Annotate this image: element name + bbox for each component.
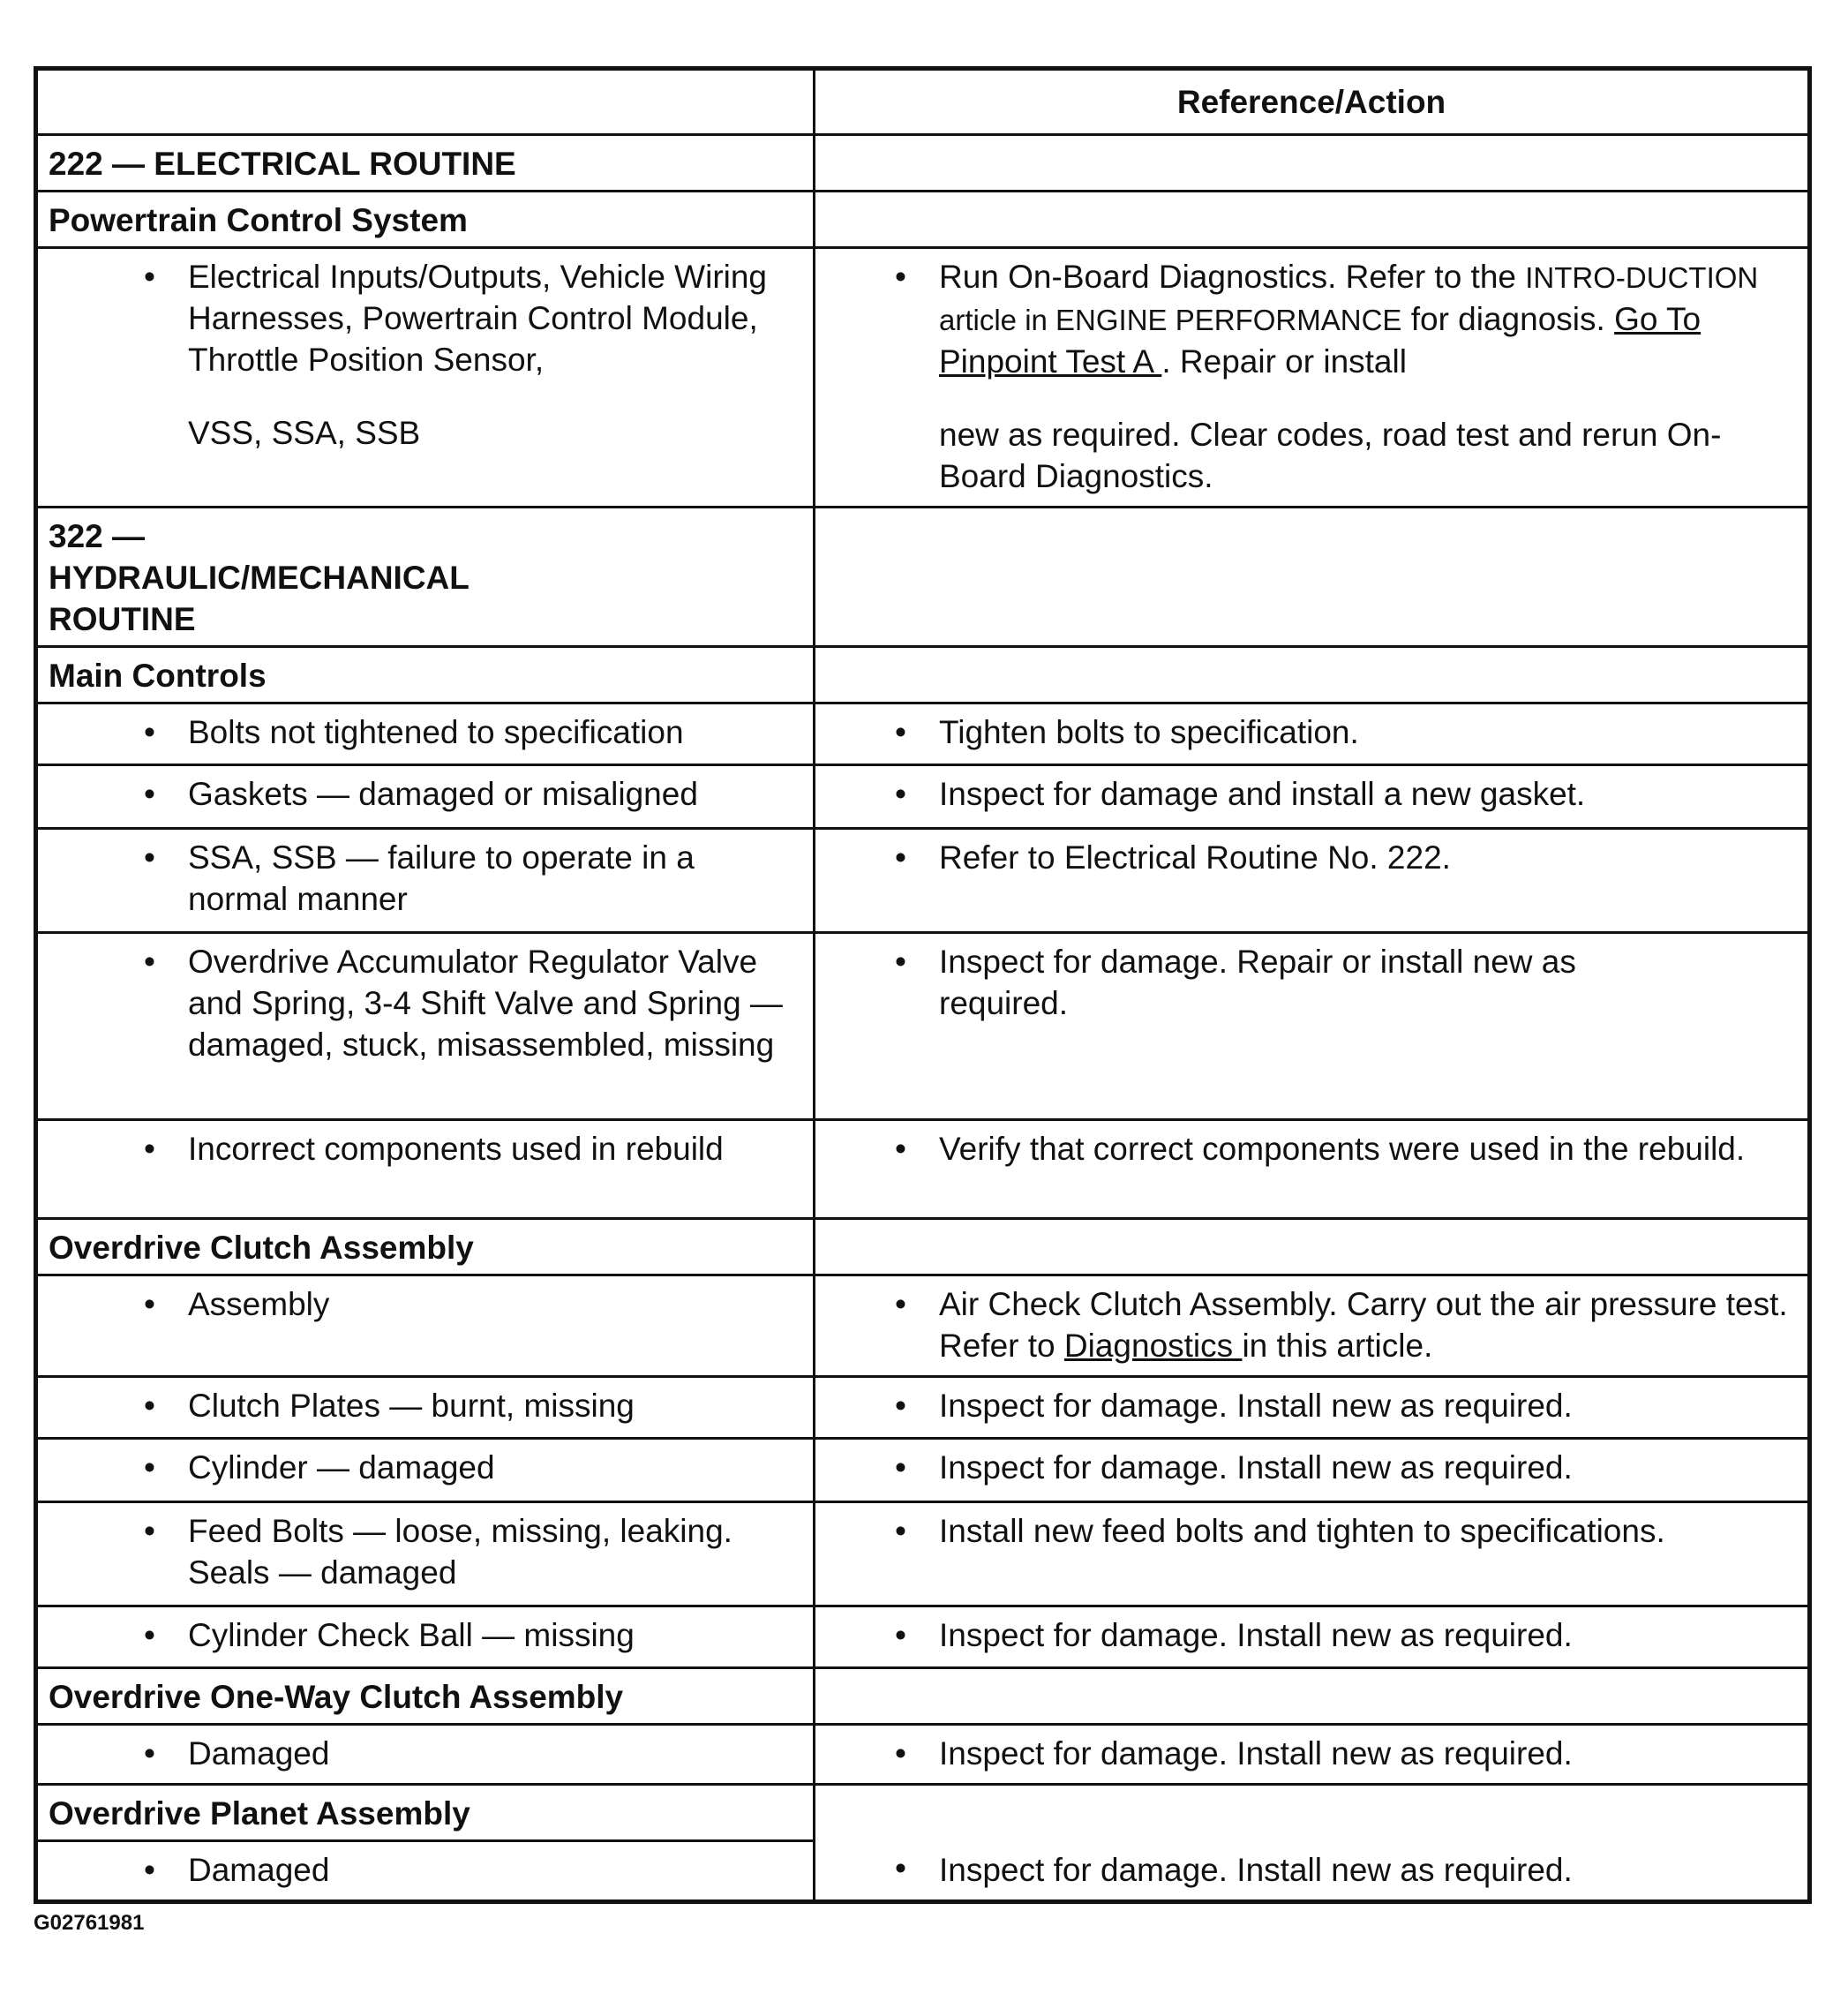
cause-text: SSA, SSB — failure to operate in a normal manner bbox=[188, 839, 695, 917]
cause-text bbox=[188, 256, 804, 454]
action-text: Refer to Electrical Routine No. 222. bbox=[939, 839, 1451, 876]
table-row bbox=[36, 703, 1810, 765]
action-cell bbox=[815, 1725, 1810, 1785]
cause-text: Incorrect components used in rebuild bbox=[188, 1131, 724, 1167]
bullet: • bbox=[895, 839, 906, 876]
action-part: in this article. bbox=[1242, 1328, 1433, 1364]
section-title: Overdrive One-Way Clutch Assembly bbox=[36, 1668, 815, 1725]
table-row bbox=[36, 1120, 1810, 1219]
pinpoint-test-link[interactable]: Go To Pinpoint Test A bbox=[939, 301, 1702, 380]
bullet: • bbox=[144, 1735, 155, 1772]
section-row bbox=[36, 1219, 1810, 1275]
action-text: Install new feed bolts and tighten to specifications. bbox=[939, 1513, 1665, 1549]
empty-cell bbox=[815, 508, 1810, 647]
action-text: Inspect for damage. Install new as required. bbox=[939, 1852, 1573, 1888]
table-row bbox=[36, 1275, 1810, 1377]
cause-text: Cylinder — damaged bbox=[188, 1449, 495, 1486]
section-title: Main Controls bbox=[36, 647, 815, 703]
action-cell bbox=[815, 1439, 1810, 1502]
bullet: • bbox=[144, 1852, 155, 1888]
cause-text: Cylinder Check Ball — missing bbox=[188, 1617, 635, 1653]
bullet: • bbox=[895, 1513, 906, 1549]
action-text bbox=[939, 1283, 1799, 1366]
action-part: new as required. Clear codes, road test and rerun On-Board Diagnostics. bbox=[939, 417, 1722, 494]
cause-cell bbox=[36, 1439, 815, 1502]
cause-cell bbox=[36, 1502, 815, 1606]
bullet: • bbox=[895, 1449, 906, 1486]
action-part: Run On-Board Diagnostics. Refer to the bbox=[939, 259, 1526, 295]
routine-title-row bbox=[36, 135, 1810, 192]
table-row bbox=[36, 1725, 1810, 1785]
action-part: . Repair or install bbox=[1161, 343, 1407, 380]
action-cell bbox=[815, 1606, 1810, 1668]
action-cell bbox=[815, 1502, 1810, 1606]
cause-line1: Electrical Inputs/Outputs, Vehicle Wiring Harnesses, Powertrain Control Module, Throttle Position Sensor, bbox=[188, 259, 768, 378]
bullet: • bbox=[895, 1617, 906, 1653]
bullet: • bbox=[895, 1286, 906, 1322]
cause-cell bbox=[36, 1725, 815, 1785]
table-header-row bbox=[36, 69, 1810, 135]
diagnostics-link[interactable]: Diagnostics bbox=[1063, 1328, 1243, 1364]
cause-text: Overdrive Accumulator Regulator Valve and Spring, 3-4 Shift Valve and Spring — damaged, stuck, misassembled, missing bbox=[188, 944, 783, 1063]
header-reference-action: Reference/Action bbox=[815, 69, 1810, 135]
action-cell bbox=[815, 933, 1810, 1120]
bullet: • bbox=[144, 839, 155, 876]
section-row bbox=[36, 647, 1810, 703]
cause-cell bbox=[36, 1120, 815, 1219]
bullet: • bbox=[144, 776, 155, 812]
cause-text: Damaged bbox=[188, 1735, 330, 1772]
bullet: • bbox=[144, 1617, 155, 1653]
action-part: for diagnosis. bbox=[1401, 301, 1615, 337]
empty-cell bbox=[815, 1219, 1810, 1275]
empty-cell bbox=[815, 1668, 1810, 1725]
bullet: • bbox=[144, 714, 155, 750]
cause-text: Damaged bbox=[188, 1852, 330, 1888]
action-cell bbox=[815, 1377, 1810, 1439]
empty-cell bbox=[815, 192, 1810, 248]
empty-cell bbox=[815, 647, 1810, 703]
cause-text: Feed Bolts — loose, missing, leaking. Seals — damaged bbox=[188, 1513, 732, 1591]
table-row bbox=[36, 1606, 1810, 1668]
cause-text: Bolts not tightened to specification bbox=[188, 714, 684, 750]
table-row bbox=[36, 1377, 1810, 1439]
routine-title: 222 — ELECTRICAL ROUTINE bbox=[36, 135, 815, 192]
table-row bbox=[36, 933, 1810, 1120]
action-cell bbox=[815, 829, 1810, 933]
action-part: Air Check Clutch Assembly. Carry out the air pressure test. Refer to bbox=[939, 1286, 1788, 1364]
bullet: • bbox=[144, 1388, 155, 1424]
bullet: • bbox=[144, 1449, 155, 1486]
action-text bbox=[939, 256, 1799, 497]
bullet: • bbox=[895, 1735, 906, 1772]
section-row bbox=[36, 1785, 1810, 1841]
diagnosis-table bbox=[34, 66, 1812, 1904]
cause-cell bbox=[36, 703, 815, 765]
bullet: • bbox=[895, 1131, 906, 1167]
table-row bbox=[36, 1439, 1810, 1502]
table-row bbox=[36, 765, 1810, 829]
routine-title: 322 — HYDRAULIC/MECHANICAL ROUTINE bbox=[36, 508, 815, 647]
bullet: • bbox=[895, 714, 906, 750]
cause-cell bbox=[36, 1275, 815, 1377]
action-cell bbox=[815, 1785, 1810, 1902]
cause-line2: VSS, SSA, SSB bbox=[188, 415, 421, 451]
bullet: • bbox=[144, 259, 155, 295]
section-row bbox=[36, 192, 1810, 248]
action-cell bbox=[815, 248, 1810, 508]
cause-text: Clutch Plates — burnt, missing bbox=[188, 1388, 635, 1424]
action-part-small: INTRO-DUCTION article in ENGINE PERFORMANCE bbox=[939, 261, 1759, 336]
cause-text: Gaskets — damaged or misaligned bbox=[188, 776, 698, 812]
action-cell bbox=[815, 703, 1810, 765]
figure-id: G02761981 bbox=[34, 1911, 145, 1935]
cause-cell bbox=[36, 765, 815, 829]
section-title: Powertrain Control System bbox=[36, 192, 815, 248]
cause-text: Assembly bbox=[188, 1286, 330, 1322]
bullet: • bbox=[144, 1513, 155, 1549]
bullet: • bbox=[895, 944, 906, 980]
cause-cell bbox=[36, 1606, 815, 1668]
action-text: Inspect for damage. Install new as required. bbox=[939, 1735, 1573, 1772]
table-row bbox=[36, 829, 1810, 933]
action-text: Tighten bolts to specification. bbox=[939, 714, 1359, 750]
cause-cell bbox=[36, 1377, 815, 1439]
action-text: Inspect for damage. Repair or install new as required. bbox=[939, 944, 1576, 1021]
action-text: Inspect for damage. Install new as required. bbox=[939, 1449, 1573, 1486]
action-text: Inspect for damage. Install new as required. bbox=[939, 1388, 1573, 1424]
bullet: • bbox=[144, 1286, 155, 1322]
bullet: • bbox=[895, 1850, 906, 1886]
action-cell bbox=[815, 1275, 1810, 1377]
section-title: Overdrive Clutch Assembly bbox=[36, 1219, 815, 1275]
cause-cell bbox=[36, 829, 815, 933]
routine-title-row bbox=[36, 508, 1810, 647]
cause-cell bbox=[36, 933, 815, 1120]
action-cell bbox=[815, 1120, 1810, 1219]
table-row bbox=[36, 248, 1810, 508]
empty-cell bbox=[815, 135, 1810, 192]
table-row bbox=[36, 1502, 1810, 1606]
cause-cell bbox=[36, 1841, 815, 1902]
action-cell bbox=[815, 765, 1810, 829]
action-text: Inspect for damage and install a new gasket. bbox=[939, 776, 1586, 812]
bullet: • bbox=[144, 1131, 155, 1167]
cause-cell bbox=[36, 248, 815, 508]
section-title: Overdrive Planet Assembly bbox=[36, 1785, 815, 1841]
bullet: • bbox=[895, 776, 906, 812]
action-text: Verify that correct components were used in the rebuild. bbox=[939, 1131, 1746, 1167]
bullet: • bbox=[144, 944, 155, 980]
action-text: Inspect for damage. Install new as required. bbox=[939, 1617, 1573, 1653]
header-col1 bbox=[36, 69, 815, 135]
bullet: • bbox=[895, 1388, 906, 1424]
section-row bbox=[36, 1668, 1810, 1725]
bullet: • bbox=[895, 259, 906, 295]
